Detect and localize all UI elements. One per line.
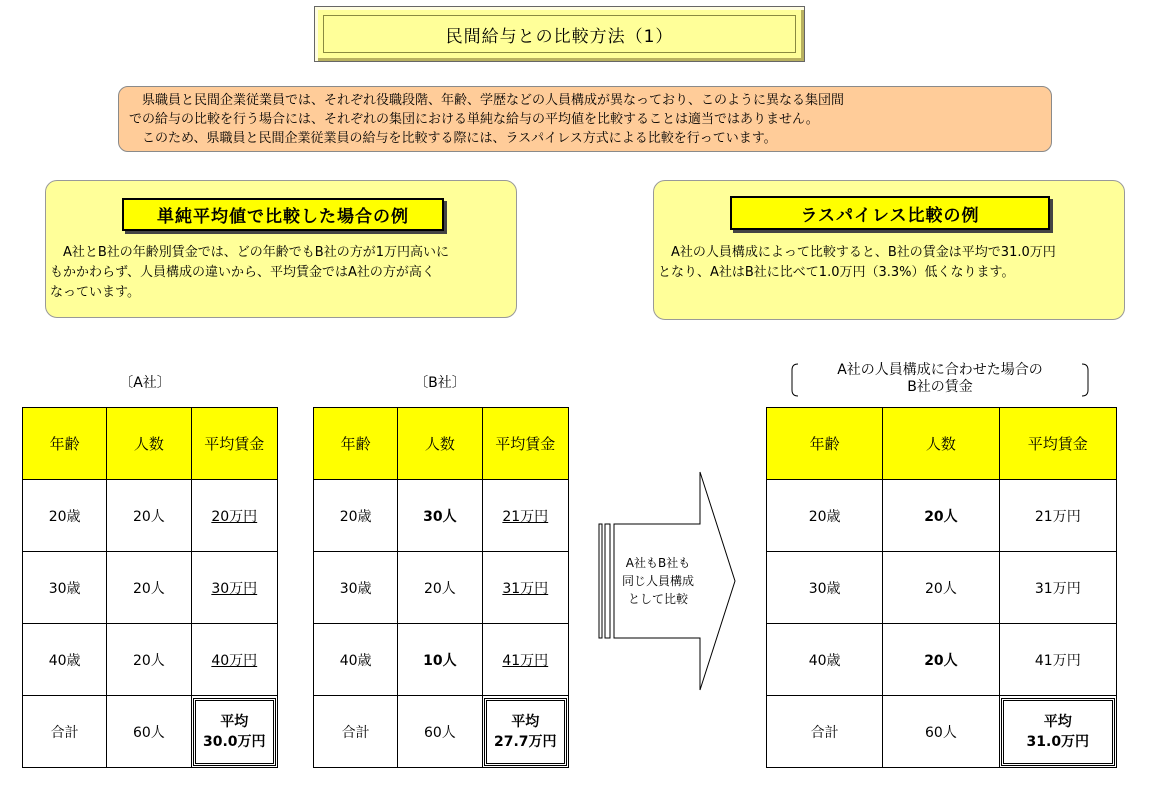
average-value: 30.0万円 <box>202 733 266 750</box>
count-cell: 10人 <box>398 624 482 696</box>
laspeyres-line-1: A社の人員構成によって比較すると、B社の賃金は平均で31.0万円 <box>658 245 1056 260</box>
header-wage: 平均賃金 <box>191 408 277 480</box>
wage-cell: 41万円 <box>999 624 1116 696</box>
wage-cell: 31万円 <box>502 580 549 597</box>
total-count-cell: 60人 <box>883 696 999 768</box>
average-label: 平均 <box>1043 713 1072 730</box>
header-count: 人数 <box>398 408 482 480</box>
age-cell: 20歳 <box>23 480 107 552</box>
age-cell: 40歳 <box>314 624 398 696</box>
header-count: 人数 <box>883 408 999 480</box>
age-cell: 30歳 <box>23 552 107 624</box>
wage-cell: 31万円 <box>999 552 1116 624</box>
table-c-caption <box>790 362 1090 398</box>
header-wage: 平均賃金 <box>999 408 1116 480</box>
simple-average-text <box>50 243 449 303</box>
intro-line-1: 県職員と民間企業従業員では、それぞれ役職段階、年齢、学歴などの人員構成が異なっており、このように異なる集団間 <box>129 93 845 108</box>
header-age: 年齢 <box>23 408 107 480</box>
table-row <box>314 552 569 624</box>
count-cell: 20人 <box>398 552 482 624</box>
count-cell: 30人 <box>398 480 482 552</box>
table-row <box>23 480 278 552</box>
count-cell: 20人 <box>107 552 191 624</box>
count-cell: 20人 <box>883 480 999 552</box>
age-cell: 40歳 <box>23 624 107 696</box>
total-label-cell: 合計 <box>23 696 107 768</box>
table-row <box>767 624 1117 696</box>
simple-average-box <box>45 180 517 318</box>
table-row <box>767 552 1117 624</box>
count-cell: 20人 <box>107 624 191 696</box>
average-wage-cell <box>191 696 277 768</box>
average-wage-cell <box>482 696 568 768</box>
age-cell: 20歳 <box>767 480 883 552</box>
laspeyres-box <box>653 180 1125 320</box>
count-cell: 20人 <box>883 552 999 624</box>
intro-box <box>118 86 1052 152</box>
simple-average-line-2: もかかわらず、人員構成の違いから、平均賃金ではA社の方が高く <box>50 265 435 280</box>
arrow-text-line-3: として比較 <box>627 592 688 606</box>
table-a-caption: 〔A社〕 <box>119 375 171 391</box>
table-row <box>314 624 569 696</box>
wage-cell: 41万円 <box>502 652 549 669</box>
simple-average-line-3: なっています。 <box>50 285 140 300</box>
header-wage: 平均賃金 <box>482 408 568 480</box>
total-label-cell: 合計 <box>767 696 883 768</box>
table-c-header-row <box>767 408 1117 480</box>
laspeyres-label: ラスパイレス比較の例 <box>730 196 1050 230</box>
intro-line-2: での給与の比較を行う場合には、それぞれの集団における単純な給与の平均値を比較することは適当ではありません。 <box>129 112 819 127</box>
header-age: 年齢 <box>767 408 883 480</box>
simple-average-line-1: A社とB社の年齢別賃金では、どの年齢でもB社の方が1万円高いに <box>50 245 450 260</box>
table-row <box>314 480 569 552</box>
age-cell: 30歳 <box>767 552 883 624</box>
table-a-header-row <box>23 408 278 480</box>
wage-cell: 40万円 <box>211 652 258 669</box>
page-title <box>314 6 805 62</box>
average-value: 31.0万円 <box>1026 733 1090 750</box>
table-total-row <box>23 696 278 768</box>
comparison-arrow <box>598 470 738 692</box>
total-label-cell: 合計 <box>314 696 398 768</box>
table-row <box>767 480 1117 552</box>
header-count: 人数 <box>107 408 191 480</box>
table-total-row <box>314 696 569 768</box>
table-c-caption-line-2: B社の賃金 <box>907 379 973 395</box>
total-count-cell: 60人 <box>107 696 191 768</box>
average-value: 27.7万円 <box>494 733 557 750</box>
laspeyres-text <box>658 243 1056 283</box>
count-cell: 20人 <box>883 624 999 696</box>
arrow-text-line-1: A社もB社も <box>625 556 691 570</box>
average-label: 平均 <box>511 713 540 730</box>
table-b-header-row <box>314 408 569 480</box>
simple-average-label: 単純平均値で比較した場合の例 <box>122 198 444 231</box>
wage-cell: 30万円 <box>211 580 258 597</box>
average-label: 平均 <box>220 713 249 730</box>
table-c <box>766 407 1117 768</box>
table-row <box>23 552 278 624</box>
page-title-text: 民間給与との比較方法（1） <box>445 26 674 47</box>
age-cell: 40歳 <box>767 624 883 696</box>
laspeyres-line-2: となり、A社はB社に比べて1.0万円（3.3%）低くなります。 <box>658 265 1015 280</box>
arrow-text-line-2: 同じ人員構成 <box>621 574 694 588</box>
age-cell: 20歳 <box>314 480 398 552</box>
table-a <box>22 407 278 768</box>
total-count-cell: 60人 <box>398 696 482 768</box>
title-frame <box>323 15 796 53</box>
table-b-caption: 〔B社〕 <box>414 375 466 391</box>
wage-cell: 21万円 <box>999 480 1116 552</box>
intro-line-3: このため、県職員と民間企業従業員の給与を比較する際には、ラスパイレス方式による比較を行っています。 <box>129 131 777 146</box>
count-cell: 20人 <box>107 480 191 552</box>
table-b <box>313 407 569 768</box>
wage-cell: 21万円 <box>502 508 549 525</box>
header-age: 年齢 <box>314 408 398 480</box>
age-cell: 30歳 <box>314 552 398 624</box>
table-total-row <box>767 696 1117 768</box>
table-row <box>23 624 278 696</box>
table-c-caption-line-1: A社の人員構成に合わせた場合の <box>837 362 1043 378</box>
average-wage-cell <box>999 696 1116 768</box>
wage-cell: 20万円 <box>211 508 258 525</box>
